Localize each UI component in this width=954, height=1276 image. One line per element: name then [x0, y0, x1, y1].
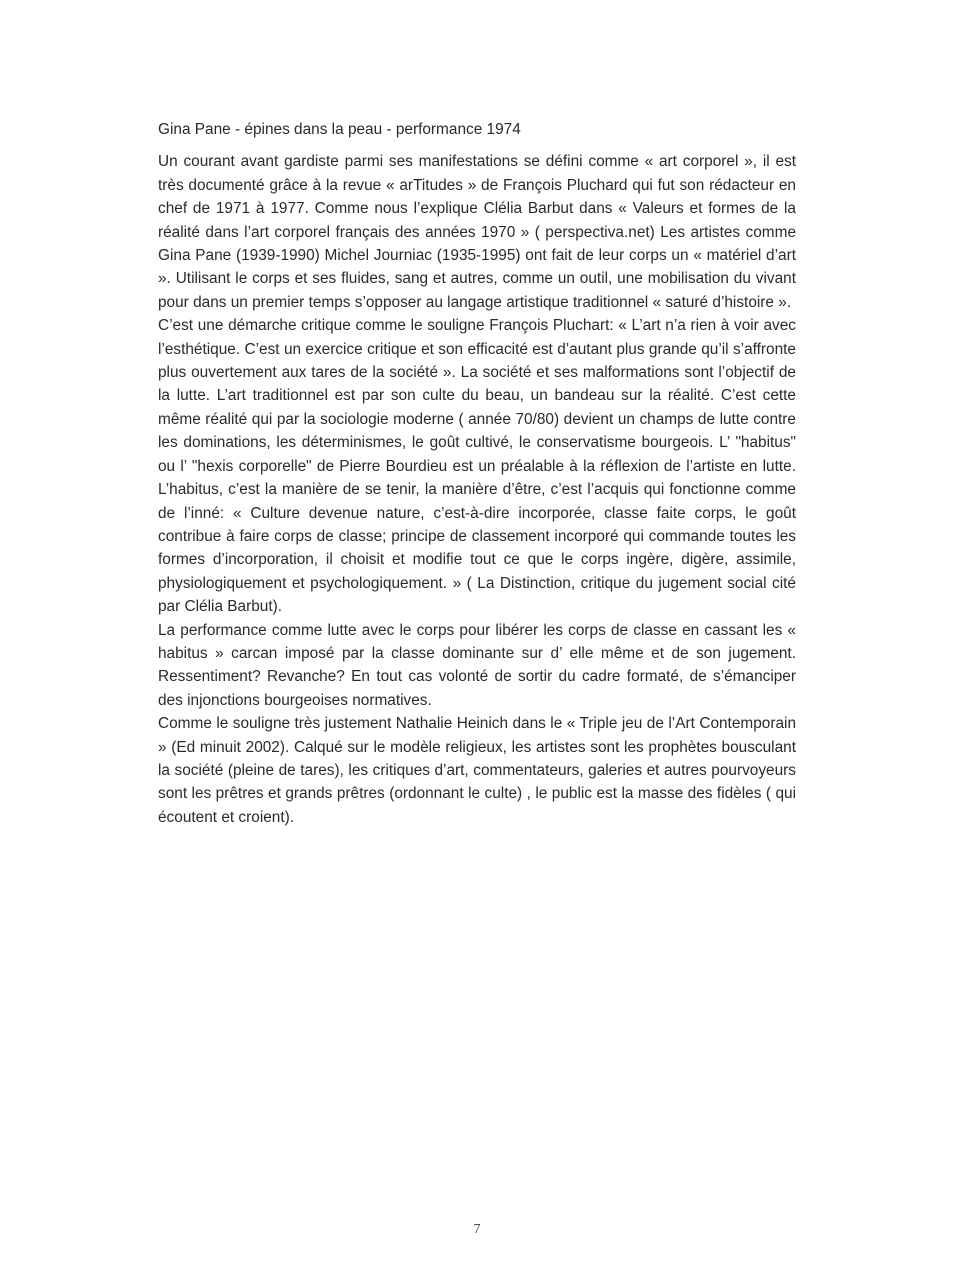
image-caption: Gina Pane - épines dans la peau - performance 1974 [158, 121, 521, 138]
page-number: 7 [473, 1222, 481, 1237]
paragraph-1: Un courant avant gardiste parmi ses manifestations se défini comme « art corporel », il est très documenté grâce à la revue « arTitudes » de François Pluchard qui fut son rédacteur en chef de 1971 à 1977. Comme nous l’explique Clélia Barbut dans « Valeurs et formes de la réalité dans l’art corporel français des années 1970 » ( perspectiva.net) Les artistes comme Gina Pane (1939-1990) Michel Journiac (1935-1995) ont fait de leur corps un « matériel d’art ». Utilisant le corps et ses fluides, sang et autres, comme un outil, une mobilisation du vivant pour dans un premier temps s’opposer au langage artistique traditionnel « saturé d’histoire ». [158, 153, 796, 311]
paragraph-4: Comme le souligne très justement Nathalie Heinich dans le « Triple jeu de l’Art Contemporain » (Ed minuit 2002). Calqué sur le modèle religieux, les artistes sont les prophètes bousculant la société (pleine de tares), les critiques d’art, commentateurs, galeries et autres pourvoyeurs sont les prêtres et grands prêtres (ordonnant le culte) , le public est la masse des fidèles ( qui écoutent et croient). [158, 715, 796, 826]
paragraph-2: C’est une démarche critique comme le souligne François Pluchart: « L’art n’a rien à voir avec l’esthétique. C’est un exercice critique et son efficacité est d’autant plus grande qu’il s’affronte plus ouvertement aux tares de la société ». La société et ses malformations sont l’objectif de la lutte. L’art traditionnel est par son culte du beau, un bandeau sur la réalité. C’est cette même réalité qui par la sociologie moderne ( année 70/80) devient un champs de lutte contre les dominations, les déterminismes, le goût cultivé, le conservatisme bourgeois. L’ "habitus" ou l’ "hexis corporelle" de Pierre Bourdieu est un préalable à la réflexion de l’artiste en lutte. L’habitus, c’est la manière de se tenir, la manière d’être, c’est l’acquis qui fonctionne comme de l’inné: « Culture devenue nature, c’est-à-dire incorporée, classe faite corps, le goût contribue à faire corps de classe; principe de classement incorporé qui commande toutes les formes d’incorporation, il choisit et modifie tout ce que le corps ingère, digère, assimile, physiologiquement et psychologiquement. » ( La Distinction, critique du jugement social cité par Clélia Barbut). [158, 317, 796, 616]
paragraph-3: La performance comme lutte avec le corps pour libérer les corps de classe en cassant les « habitus » carcan imposé par la classe dominante sur d’ elle même et de son jugement. Ressentiment? Revanche? En tout cas volonté de sortir du cadre formaté, de s’émanciper des injonctions bourgeoises normatives. [158, 621, 796, 709]
document-body [158, 118, 796, 829]
